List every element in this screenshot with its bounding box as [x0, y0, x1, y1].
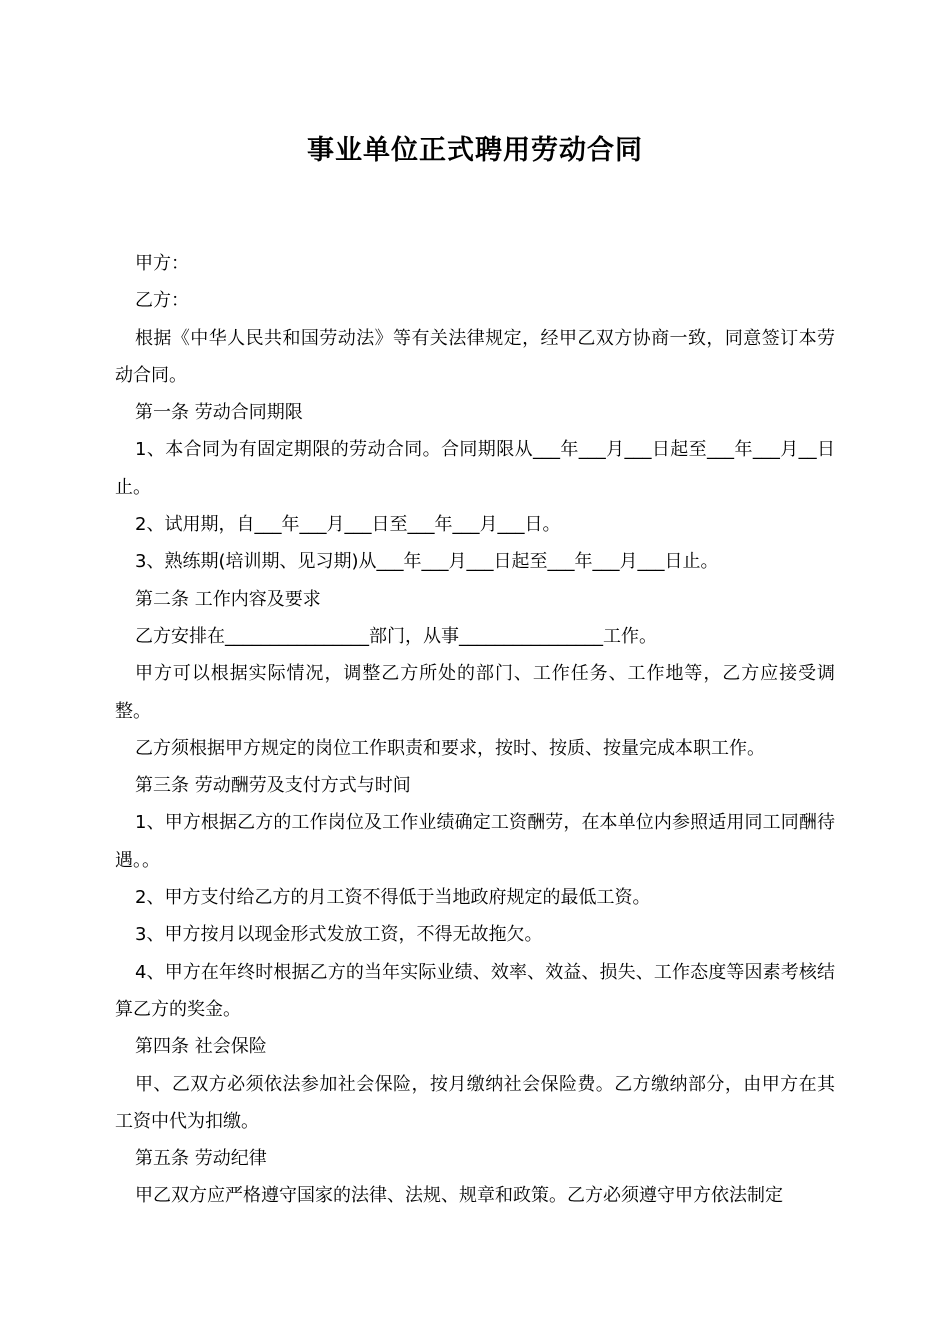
article-4-paragraph: 甲、乙双方必须依法参加社会保险，按月缴纳社会保险费。乙方缴纳部分，由甲方在其工资中代为扣缴。 [115, 1073, 835, 1132]
preamble-paragraph: 根据《中华人民共和国劳动法》等有关法律规定，经甲乙双方协商一致，同意签订本劳动合同。 [115, 327, 835, 386]
article-3-clause-4: 4、甲方在年终时根据乙方的当年实际业绩、效率、效益、损失、工作态度等因素考核结算乙方的奖金。 [115, 961, 835, 1020]
party-a-line: 甲方： [135, 253, 189, 274]
article-2-paragraph-3: 乙方须根据甲方规定的岗位工作职责和要求，按时、按质、按量完成本职工作。 [135, 737, 765, 759]
article-2-heading: 第二条 工作内容及要求 [135, 588, 321, 610]
article-3-clause-3: 3、甲方按月以现金形式发放工资，不得无故拖欠。 [135, 924, 543, 946]
article-3-heading: 第三条 劳动酬劳及支付方式与时间 [135, 775, 411, 797]
document-title: 事业单位正式聘用劳动合同 [307, 135, 643, 166]
article-1-clause-3: 3、熟练期(培训期、见习期)从___年___月___日起至___年___月___日止。 [135, 551, 719, 573]
article-5-heading: 第五条 劳动纪律 [135, 1148, 267, 1170]
party-b-line: 乙方： [135, 290, 189, 312]
article-3-clause-2: 2、甲方支付给乙方的月工资不得低于当地政府规定的最低工资。 [135, 887, 651, 909]
article-5-paragraph: 甲乙双方应严格遵守国家的法律、法规、规章和政策。乙方必须遵守甲方依法制定 [135, 1185, 783, 1207]
article-2-paragraph-1: 乙方安排在________________部门，从事________________工作。 [135, 625, 657, 647]
article-4-heading: 第四条 社会保险 [135, 1036, 267, 1058]
article-1-clause-2: 2、试用期，自___年___月___日至___年___月___日。 [135, 514, 561, 536]
article-1-clause-1: 1、本合同为有固定期限的劳动合同。合同期限从___年___月___日起至___年___月__日止。 [115, 439, 835, 498]
article-2-paragraph-2: 甲方可以根据实际情况，调整乙方所处的部门、工作任务、工作地等，乙方应接受调整。 [115, 663, 835, 722]
article-3-clause-1: 1、甲方根据乙方的工作岗位及工作业绩确定工资酬劳，在本单位内参照适用同工同酬待遇。。 [115, 812, 835, 871]
document-body [115, 245, 835, 1215]
article-1-heading: 第一条 劳动合同期限 [135, 402, 303, 424]
